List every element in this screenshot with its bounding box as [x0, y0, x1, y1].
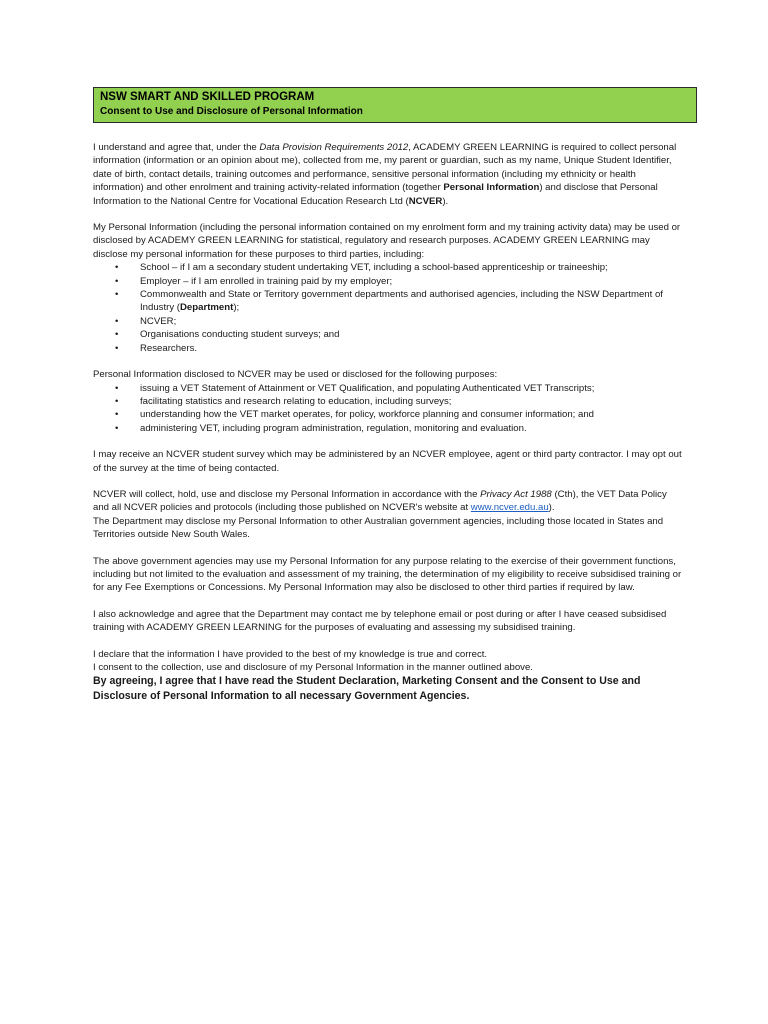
paragraph-privacy-act [93, 488, 683, 542]
list-item: • NCVER; [115, 315, 683, 328]
text: ). [548, 502, 555, 514]
paragraph-declaration [93, 648, 683, 705]
agreement-statement: By agreeing, I agree that I have read the Student Declaration, Marketing Consent and the Consent to Use and Disclosure of Personal Information to all necessary Government Agencies. [93, 675, 641, 703]
ncver-website-link[interactable]: www.ncver.edu.au [470, 502, 549, 514]
list-item: • administering VET, including program administration, regulation, monitoring and evaluation. [115, 422, 683, 435]
paragraph-intro: Personal Information disclosed to NCVER may be used or disclosed for the following purposes: [93, 369, 498, 381]
italic-text: Privacy Act 1988 [480, 488, 552, 500]
text: , ACADEMY GREEN LEARNING is required to collect personal information (information or an opinion about me), collected from me, my parent or guardian, such as my name, Unique Student Identifier, date of birth, contact details, training outcomes and performance, sensitive personal information (including my ethnicity or health information) and other enrolment and training activity-related information (together [93, 142, 677, 194]
bold-text: Department [180, 302, 234, 314]
bold-text: Personal Information [443, 182, 540, 194]
bullet-list [93, 382, 683, 436]
bold-text: NCVER [408, 195, 443, 207]
consent-body [93, 141, 683, 715]
list-item: • understanding how the VET market operates, for policy, workforce planning and consumer information; and [115, 408, 683, 421]
text: ). [442, 195, 449, 207]
text: ) and disclose that Personal Information to the National Centre for Vocational Education Research Ltd ( [93, 182, 658, 207]
list-item: • School – if I am a secondary student undertaking VET, including a school-based apprenticeship or traineeship; [115, 261, 683, 274]
paragraph-text: The above government agencies may use my Personal Information for any purpose relating to the exercise of their government functions, including but not limited to the evaluation and assessment of my training, the determination of my eligibility to receive subsidised training or for any Fee Exemptions or Concessions. My Personal Information may also be disclosed to other third parties if required by law. [93, 555, 682, 594]
text: (Cth), the VET Data Policy and all NCVER policies and protocols (including those published on NCVER's website at [93, 488, 667, 514]
text: NCVER will collect, hold, use and disclose my Personal Information in accordance with the [93, 488, 481, 500]
consent-line: I consent to the collection, use and disclosure of my Personal Information in the manner outlined above. [93, 662, 533, 673]
program-subtitle: Consent to Use and Disclosure of Personal Information [100, 106, 363, 117]
paragraph-third-parties [93, 221, 683, 355]
program-header [93, 87, 697, 123]
text: Commonwealth and State or Territory government departments and authorised agencies, including the NSW Department of Industry ( [140, 289, 663, 314]
paragraph-ncver-purposes [93, 368, 683, 435]
italic-text: Data Provision Requirements 2012 [259, 142, 409, 153]
paragraph-text: I may receive an NCVER student survey which may be administered by an NCVER employee, agent or third party contractor. I may opt out of the survey at the time of being contacted. [93, 449, 682, 474]
list-item: • facilitating statistics and research relating to education, including surveys; [115, 395, 683, 408]
program-title: NSW SMART AND SKILLED PROGRAM [100, 91, 315, 103]
paragraph-department-contact [93, 608, 683, 635]
paragraph-text: I also acknowledge and agree that the Department may contact me by telephone email or post during or after I have ceased subsidised training with ACADEMY GREEN LEARNING for the purposes of evaluating and assessing my subsidised training. [93, 608, 667, 634]
list-item: • issuing a VET Statement of Attainment or VET Qualification, and populating Authenticated VET Transcripts; [115, 382, 683, 395]
text: I understand and agree that, under the [93, 142, 260, 153]
paragraph-intro: My Personal Information (including the personal information contained on my enrolment form and my training activity data) may be used or disclosed by ACADEMY GREEN LEARNING for statistical, regulatory and research purposes. ACADEMY GREEN LEARNING may disclose my personal information for these purposes to third parties, including: [93, 222, 681, 260]
paragraph-government-use [93, 555, 683, 595]
list-item: • Employer – if I am enrolled in training paid by my employer; [115, 275, 683, 288]
text: ); [233, 302, 240, 314]
list-item: • Researchers. [115, 342, 683, 355]
list-item: • Organisations conducting student surveys; and [115, 328, 683, 341]
declaration-line: I declare that the information I have provided to the best of my knowledge is true and correct. [93, 648, 488, 660]
bullet-list [93, 261, 683, 355]
paragraph-survey [93, 448, 683, 475]
list-item [115, 288, 683, 315]
paragraph-data-provision [93, 141, 683, 208]
paragraph-text: The Department may disclose my Personal Information to other Australian government agencies, including those located in States and Territories outside New South Wales. [93, 515, 664, 541]
